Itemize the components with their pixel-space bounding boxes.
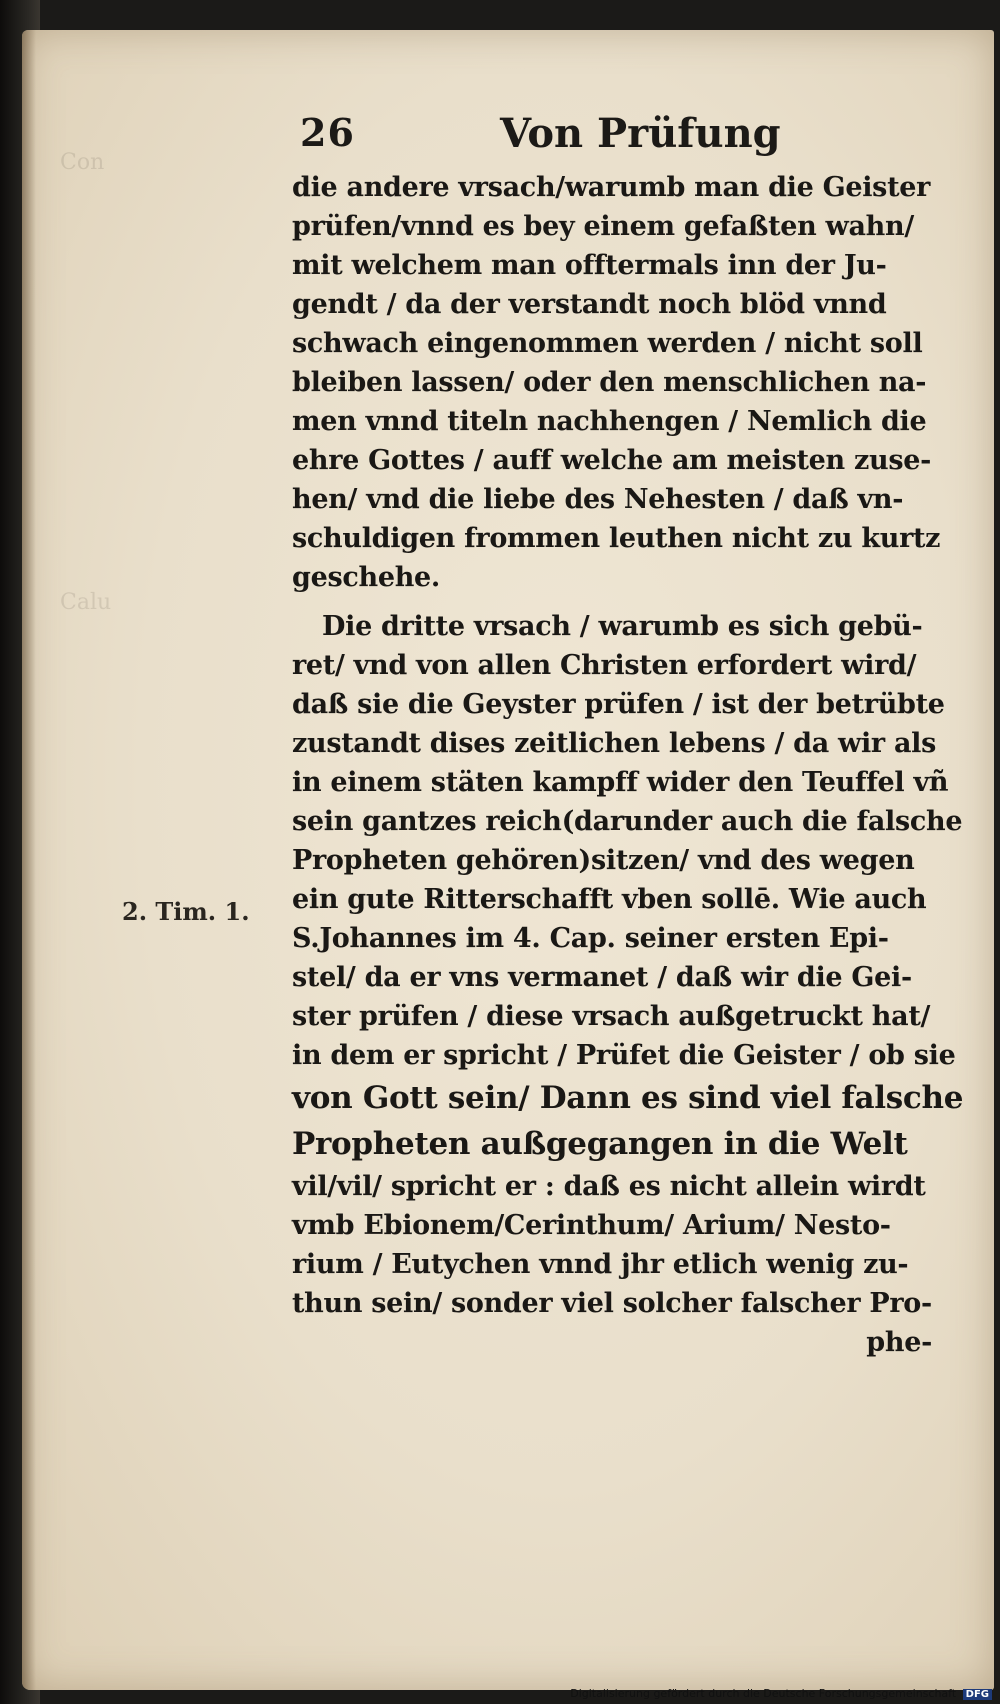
- page-number: 26: [300, 110, 355, 155]
- text-line: ehre Gottes / auff welche am meisten zuse-: [292, 445, 932, 476]
- text-line: vmb Ebionem/Cerinthum/ Arium/ Nesto-: [292, 1210, 891, 1241]
- text-line: prüfen/vnnd es bey einem gefaßten wahn/: [292, 211, 914, 242]
- text-line: sein gantzes reich(darunder auch die falsche: [292, 806, 963, 837]
- text-line: gendt / da der verstandt noch blöd vnnd: [292, 289, 887, 320]
- text-line: vil/vil/ spricht er : daß es nicht allein wirdt: [292, 1171, 926, 1202]
- text-line: ret/ vnd von allen Christen erfordert wird/: [292, 650, 917, 681]
- text-line: schwach eingenommen werden / nicht soll: [292, 328, 923, 359]
- text-line: daß sie die Geyster prüfen / ist der betrübte: [292, 689, 945, 720]
- text-line: zustandt dises zeitlichen lebens / da wir als: [292, 728, 936, 759]
- text-line: thun sein/ sonder viel solcher falscher Pro-: [292, 1288, 932, 1319]
- body-text: [292, 168, 972, 1362]
- digitization-credit: [570, 1687, 992, 1700]
- text-line: geschehe.: [292, 562, 441, 593]
- bleed-through-mark: Con: [60, 150, 105, 175]
- text-line: ein gute Ritterschafft vben sollē. Wie auch: [292, 884, 927, 915]
- text-line: bleiben lassen/ oder den menschlichen na-: [292, 367, 927, 398]
- text-line: stel/ da er vns vermanet / daß wir die Gei-: [292, 962, 912, 993]
- text-line-emphasis: Propheten außgegangen in die Welt: [292, 1126, 908, 1162]
- text-line: in einem stäten kampff wider den Teuffel vñ: [292, 767, 949, 798]
- credit-text: Digitalisierung gefördert durch die Deutsche Forschungsgemeinschaft: [570, 1687, 957, 1700]
- text-line: hen/ vnd die liebe des Nehesten / daß vn-: [292, 484, 904, 515]
- running-head: [0, 110, 1000, 166]
- text-line: S.Johannes im 4. Cap. seiner ersten Epi-: [292, 923, 889, 954]
- text-line: rium / Eutychen vnnd jhr etlich wenig zu-: [292, 1249, 909, 1280]
- marginal-note: 2. Tim. 1.: [122, 897, 250, 926]
- bleed-through-mark: Calu: [60, 590, 112, 615]
- text-line: ster prüfen / diese vrsach außgetruckt hat/: [292, 1001, 931, 1032]
- dfg-logo: DFG: [963, 1689, 992, 1700]
- text-line: mit welchem man offtermals inn der Ju-: [292, 250, 887, 281]
- paragraph-gap: [292, 597, 972, 607]
- text-line: Propheten gehören)sitzen/ vnd des wegen: [292, 845, 915, 876]
- running-title: Von Prüfung: [500, 110, 781, 157]
- text-line: die andere vrsach/warumb man die Geister: [292, 172, 931, 203]
- page-edge-shadow: [22, 30, 36, 1690]
- text-line-emphasis: von Gott sein/ Dann es sind viel falsche: [292, 1080, 964, 1116]
- text-line: men vnnd titeln nachhengen / Nemlich die: [292, 406, 927, 437]
- text-line: schuldigen frommen leuthen nicht zu kurtz: [292, 523, 941, 554]
- paragraph-start-line: Die dritte vrsach / warumb es sich gebü-: [322, 611, 923, 642]
- catchword: phe-: [866, 1327, 932, 1358]
- text-line: in dem er spricht / Prüfet die Geister / ob sie: [292, 1040, 956, 1071]
